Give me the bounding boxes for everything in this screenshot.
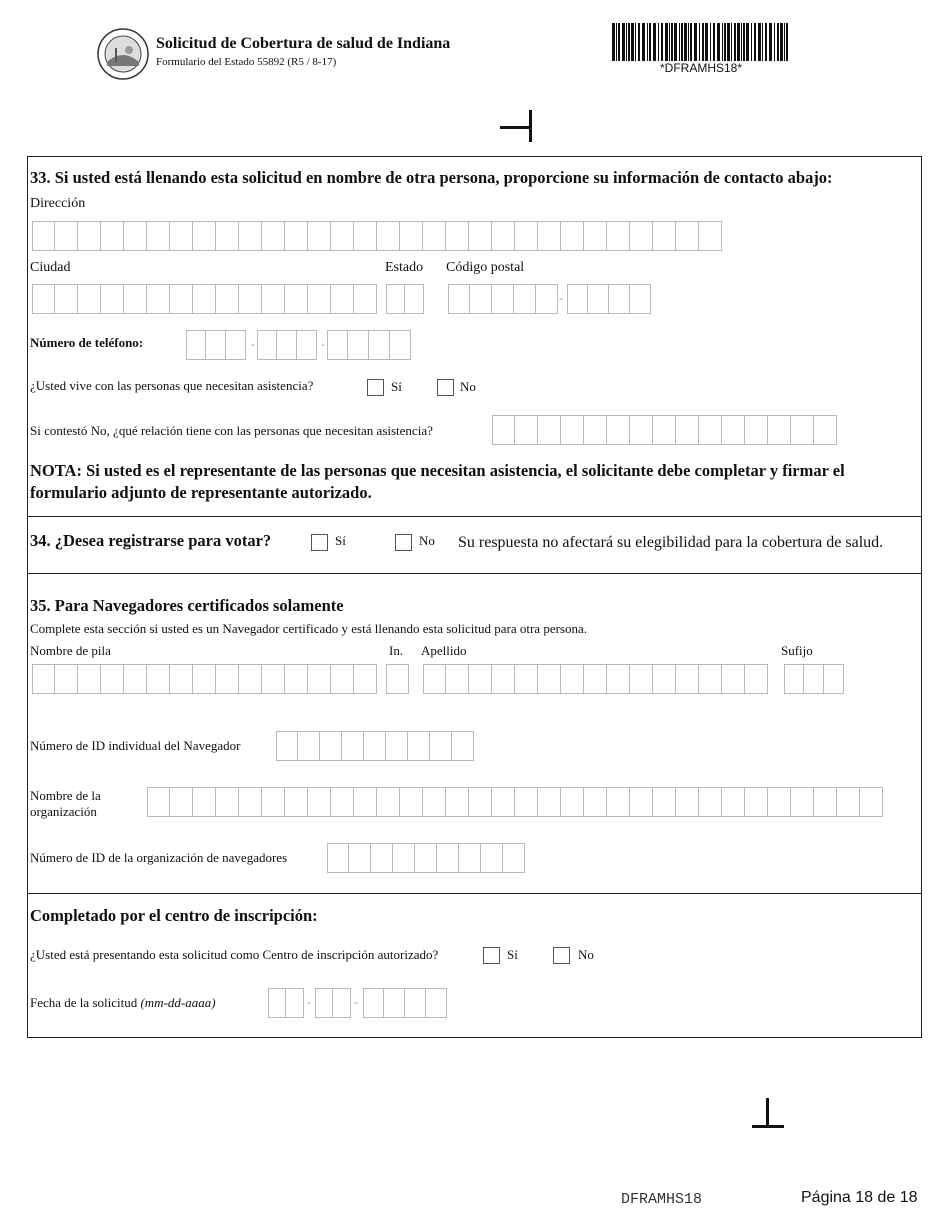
entry-cell[interactable]: [584, 415, 607, 445]
barcode-bar: [746, 23, 749, 61]
entry-cell[interactable]: [331, 664, 354, 694]
state-label: Estado: [385, 260, 424, 275]
org-id-label: Número de ID de la organización de navegadores: [30, 850, 288, 865]
entry-cell[interactable]: [78, 664, 101, 694]
barcode-bar: [616, 23, 617, 61]
entry-cell[interactable]: [423, 221, 446, 251]
entry-cell[interactable]: [514, 284, 536, 314]
entry-cell[interactable]: [584, 664, 607, 694]
entry-cell[interactable]: [722, 415, 745, 445]
date-format-hint: (mm-dd-aaaa): [140, 995, 216, 1010]
date-year-input[interactable]: [363, 988, 447, 1018]
entry-cell[interactable]: [804, 664, 824, 694]
entry-cell[interactable]: [170, 284, 193, 314]
first-name-input[interactable]: [32, 664, 377, 694]
entry-cell[interactable]: [584, 221, 607, 251]
entry-cell[interactable]: [298, 731, 320, 761]
barcode-bar: [769, 23, 772, 61]
registration-mark-top: [500, 126, 532, 129]
barcode-bar: [681, 23, 683, 61]
entry-cell[interactable]: [393, 843, 415, 873]
entry-cell[interactable]: [481, 843, 503, 873]
phone-separator-1: -: [251, 337, 255, 351]
entry-cell[interactable]: [814, 787, 837, 817]
q34-heading: 34. ¿Desea registrarse para votar?: [30, 531, 272, 550]
date-label: [30, 995, 216, 1011]
entry-cell[interactable]: [469, 664, 492, 694]
phone-label: Número de teléfono:: [30, 335, 144, 350]
entry-cell[interactable]: [607, 415, 630, 445]
date-separator-1: -: [307, 995, 311, 1009]
entry-cell[interactable]: [216, 664, 239, 694]
org-id-input[interactable]: [327, 843, 525, 873]
entry-cell[interactable]: [371, 843, 393, 873]
entry-cell[interactable]: [331, 787, 354, 817]
barcode-bar: [679, 23, 680, 61]
entry-cell[interactable]: [653, 664, 676, 694]
vote-yes-checkbox[interactable]: [311, 534, 328, 551]
entry-cell[interactable]: [588, 284, 609, 314]
entry-cell[interactable]: [446, 221, 469, 251]
entry-cell[interactable]: [286, 988, 304, 1018]
entry-cell[interactable]: [354, 787, 377, 817]
barcode-bar: [618, 23, 620, 61]
entry-cell[interactable]: [469, 787, 492, 817]
barcode-bar: [626, 23, 627, 61]
entry-cell[interactable]: [538, 415, 561, 445]
barcode-bar: [658, 23, 659, 61]
navigator-id-label: Número de ID individual del Navegador: [30, 738, 241, 753]
address-input[interactable]: [32, 221, 722, 251]
entry-cell[interactable]: [170, 787, 193, 817]
entry-cell[interactable]: [459, 843, 481, 873]
entry-cell[interactable]: [386, 664, 409, 694]
barcode-bar: [622, 23, 625, 61]
phone-prefix-input[interactable]: [257, 330, 317, 360]
entry-cell[interactable]: [193, 284, 216, 314]
barcode-bar: [784, 23, 785, 61]
entry-cell[interactable]: [515, 221, 538, 251]
entry-cell[interactable]: [268, 988, 286, 1018]
barcode-bar: [780, 23, 783, 61]
barcode-bar: [722, 23, 723, 61]
entry-cell[interactable]: [308, 221, 331, 251]
entry-cell[interactable]: [354, 221, 377, 251]
entry-cell[interactable]: [78, 284, 101, 314]
entry-cell[interactable]: [400, 787, 423, 817]
address-label: Dirección: [30, 196, 86, 211]
barcode-bar: [705, 23, 708, 61]
entry-cell[interactable]: [492, 221, 515, 251]
barcode-bar: [642, 23, 645, 61]
form-subtitle: Formulario del Estado 55892 (R5 / 8-17): [156, 56, 337, 68]
entry-cell[interactable]: [369, 330, 390, 360]
entry-cell[interactable]: [262, 221, 285, 251]
vote-notice: Su respuesta no afectará su elegibilidad para la cobertura de salud.: [458, 534, 884, 551]
org-name-label-line2: organización: [30, 804, 97, 819]
entry-cell[interactable]: [308, 787, 331, 817]
barcode-bar: [669, 23, 670, 61]
vote-no-label: No: [419, 533, 435, 548]
barcode-bar: [758, 23, 761, 61]
enrollment-heading: Completado por el centro de inscripción:: [30, 906, 318, 925]
entry-cell[interactable]: [837, 787, 860, 817]
enrollment-no-checkbox[interactable]: [553, 947, 570, 964]
entry-cell[interactable]: [257, 330, 277, 360]
zip-input[interactable]: [448, 284, 558, 314]
date-day-input[interactable]: [315, 988, 351, 1018]
entry-cell[interactable]: [653, 415, 676, 445]
entry-cell[interactable]: [354, 664, 377, 694]
entry-cell[interactable]: [101, 284, 124, 314]
entry-cell[interactable]: [384, 988, 405, 1018]
barcode-bar: [734, 23, 736, 61]
entry-cell[interactable]: [390, 330, 411, 360]
entry-cell[interactable]: [561, 415, 584, 445]
entry-cell[interactable]: [277, 330, 297, 360]
entry-cell[interactable]: [216, 284, 239, 314]
phone-separator-2: -: [321, 337, 325, 351]
entry-cell[interactable]: [722, 787, 745, 817]
entry-cell[interactable]: [515, 415, 538, 445]
barcode-bar: [702, 23, 704, 61]
entry-cell[interactable]: [101, 664, 124, 694]
lives-with-question: ¿Usted vive con las personas que necesitan asistencia?: [30, 378, 314, 393]
barcode-bar: [665, 23, 668, 61]
entry-cell[interactable]: [452, 731, 474, 761]
phone-area-input[interactable]: [186, 330, 246, 360]
barcode-bar: [653, 23, 656, 61]
entry-cell[interactable]: [768, 415, 791, 445]
barcode-bar: [684, 23, 687, 61]
q35-instructions: Complete esta sección si usted es un Navegador certificado y está llenando esta solicitud para otra persona.: [30, 621, 588, 636]
barcode-bar: [661, 23, 663, 61]
entry-cell[interactable]: [630, 787, 653, 817]
entry-cell[interactable]: [349, 843, 371, 873]
entry-cell[interactable]: [193, 664, 216, 694]
entry-cell[interactable]: [147, 284, 170, 314]
lives-with-no-label: No: [460, 379, 476, 394]
entry-cell[interactable]: [630, 221, 653, 251]
city-label: Ciudad: [30, 260, 71, 275]
entry-cell[interactable]: [446, 787, 469, 817]
entry-cell[interactable]: [538, 664, 561, 694]
barcode-bar: [638, 23, 640, 61]
barcode-bar: [635, 23, 636, 61]
barcode-bar: [774, 23, 775, 61]
zip-separator: -: [559, 291, 563, 305]
entry-cell[interactable]: [327, 843, 349, 873]
entry-cell[interactable]: [515, 664, 538, 694]
barcode-bar: [710, 23, 711, 61]
entry-cell[interactable]: [320, 731, 342, 761]
entry-cell[interactable]: [415, 843, 437, 873]
entry-cell[interactable]: [308, 664, 331, 694]
barcode-bar: [628, 23, 630, 61]
entry-cell[interactable]: [364, 731, 386, 761]
entry-cell[interactable]: [285, 787, 308, 817]
barcode-bar: [762, 23, 763, 61]
entry-cell[interactable]: [206, 330, 226, 360]
entry-cell[interactable]: [32, 221, 55, 251]
entry-cell[interactable]: [348, 330, 369, 360]
entry-cell[interactable]: [32, 284, 55, 314]
footer-page-number: Página 18 de 18: [801, 1189, 918, 1206]
entry-cell[interactable]: [147, 787, 170, 817]
barcode-bar: [731, 23, 732, 61]
initial-label: In.: [389, 643, 404, 658]
barcode-icon: [612, 23, 790, 61]
entry-cell[interactable]: [609, 284, 630, 314]
entry-cell[interactable]: [285, 664, 308, 694]
barcode-bar: [737, 23, 740, 61]
entry-cell[interactable]: [400, 221, 423, 251]
zip-extension-input[interactable]: [567, 284, 651, 314]
entry-cell[interactable]: [32, 664, 55, 694]
first-name-label: Nombre de pila: [30, 643, 111, 658]
barcode-bar: [786, 23, 788, 61]
barcode-bar: [690, 23, 692, 61]
entry-cell[interactable]: [147, 664, 170, 694]
enrollment-yes-checkbox[interactable]: [483, 947, 500, 964]
entry-cell[interactable]: [676, 415, 699, 445]
barcode-bar: [741, 23, 742, 61]
entry-cell[interactable]: [492, 787, 515, 817]
last-name-label: Apellido: [421, 643, 467, 658]
entry-cell[interactable]: [331, 221, 354, 251]
barcode-bar: [724, 23, 726, 61]
entry-cell[interactable]: [745, 664, 768, 694]
barcode-bar: [649, 23, 651, 61]
entry-cell[interactable]: [308, 284, 331, 314]
entry-cell[interactable]: [503, 843, 525, 873]
barcode-bar: [647, 23, 648, 61]
barcode-bar: [674, 23, 677, 61]
entry-cell[interactable]: [342, 731, 364, 761]
entry-cell[interactable]: [791, 787, 814, 817]
q33-heading: 33. Si usted está llenando esta solicitud en nombre de otra persona, proporcione su información de contacto abajo:: [30, 168, 833, 187]
date-separator-2: -: [354, 995, 358, 1009]
barcode-text: *DFRAMHS18*: [659, 61, 743, 75]
indiana-state-seal-icon: [97, 28, 149, 80]
date-month-input[interactable]: [268, 988, 304, 1018]
registration-mark-top-vertical: [529, 110, 532, 142]
entry-cell[interactable]: [193, 221, 216, 251]
entry-cell[interactable]: [124, 284, 147, 314]
barcode-bar: [765, 23, 767, 61]
entry-cell[interactable]: [768, 787, 791, 817]
entry-cell[interactable]: [377, 787, 400, 817]
q33-note: NOTA: Si usted es el representante de las personas que necesitan asistencia, el solicitante debe completar y firmar el formulario adjunto de representante autorizado.: [30, 461, 845, 502]
entry-cell[interactable]: [186, 330, 206, 360]
entry-cell[interactable]: [653, 787, 676, 817]
enrollment-question: ¿Usted está presentando esta solicitud como Centro de inscripción autorizado?: [30, 947, 439, 962]
entry-cell[interactable]: [408, 731, 430, 761]
suffix-input[interactable]: [784, 664, 844, 694]
barcode-bar: [699, 23, 700, 61]
entry-cell[interactable]: [630, 284, 651, 314]
entry-cell[interactable]: [327, 330, 348, 360]
entry-cell[interactable]: [226, 330, 246, 360]
entry-cell[interactable]: [147, 221, 170, 251]
lives-with-no-checkbox[interactable]: [437, 379, 454, 396]
entry-cell[interactable]: [676, 664, 699, 694]
entry-cell[interactable]: [377, 221, 400, 251]
phone-line-input[interactable]: [327, 330, 411, 360]
lives-with-yes-label: Sí: [391, 379, 402, 394]
entry-cell[interactable]: [276, 731, 298, 761]
entry-cell[interactable]: [216, 787, 239, 817]
initial-input[interactable]: [386, 664, 409, 694]
enrollment-no-label: No: [578, 947, 594, 962]
entry-cell[interactable]: [363, 988, 384, 1018]
org-name-input[interactable]: [147, 787, 883, 817]
entry-cell[interactable]: [630, 415, 653, 445]
entry-cell[interactable]: [630, 664, 653, 694]
entry-cell[interactable]: [239, 284, 262, 314]
entry-cell[interactable]: [423, 664, 446, 694]
entry-cell[interactable]: [170, 221, 193, 251]
entry-cell[interactable]: [745, 415, 768, 445]
barcode-bar: [727, 23, 730, 61]
entry-cell[interactable]: [430, 731, 452, 761]
entry-cell[interactable]: [437, 843, 459, 873]
entry-cell[interactable]: [262, 284, 285, 314]
enrollment-yes-label: Sí: [507, 947, 518, 962]
vote-yes-label: Sí: [335, 533, 346, 548]
entry-cell[interactable]: [446, 664, 469, 694]
last-name-input[interactable]: [423, 664, 768, 694]
entry-cell[interactable]: [515, 787, 538, 817]
entry-cell[interactable]: [676, 787, 699, 817]
entry-cell[interactable]: [386, 284, 405, 314]
entry-cell[interactable]: [216, 221, 239, 251]
navigator-id-input[interactable]: [276, 731, 474, 761]
entry-cell[interactable]: [791, 415, 814, 445]
entry-cell[interactable]: [405, 284, 424, 314]
form-title: Solicitud de Cobertura de salud de Indiana: [156, 35, 451, 52]
entry-cell[interactable]: [124, 664, 147, 694]
entry-cell[interactable]: [285, 284, 308, 314]
entry-cell[interactable]: [538, 787, 561, 817]
entry-cell[interactable]: [607, 664, 630, 694]
suffix-label: Sufijo: [781, 643, 813, 658]
entry-cell[interactable]: [607, 787, 630, 817]
entry-cell[interactable]: [262, 787, 285, 817]
entry-cell[interactable]: [333, 988, 351, 1018]
zip-label: Código postal: [446, 260, 525, 275]
barcode-bar: [743, 23, 745, 61]
entry-cell[interactable]: [386, 731, 408, 761]
entry-cell[interactable]: [262, 664, 285, 694]
barcode-bar: [688, 23, 689, 61]
entry-cell[interactable]: [607, 221, 630, 251]
entry-cell[interactable]: [860, 787, 883, 817]
entry-cell[interactable]: [536, 284, 558, 314]
entry-cell[interactable]: [676, 221, 699, 251]
footer-form-code: DFRAMHS18: [621, 1191, 703, 1208]
entry-cell[interactable]: [653, 221, 676, 251]
entry-cell[interactable]: [193, 787, 216, 817]
entry-cell[interactable]: [561, 221, 584, 251]
entry-cell[interactable]: [170, 664, 193, 694]
entry-cell[interactable]: [814, 415, 837, 445]
barcode-bar: [713, 23, 715, 61]
entry-cell[interactable]: [699, 664, 722, 694]
state-input[interactable]: [386, 284, 424, 314]
barcode-bar: [694, 23, 697, 61]
barcode-bar: [612, 23, 615, 61]
relationship-input[interactable]: [492, 415, 837, 445]
entry-cell[interactable]: [331, 284, 354, 314]
lives-with-yes-checkbox[interactable]: [367, 379, 384, 396]
org-name-label-line1: Nombre de la: [30, 788, 101, 803]
entry-cell[interactable]: [470, 284, 492, 314]
barcode-bar: [717, 23, 720, 61]
barcode-bar: [777, 23, 779, 61]
entry-cell[interactable]: [699, 787, 722, 817]
entry-cell[interactable]: [561, 787, 584, 817]
entry-cell[interactable]: [78, 221, 101, 251]
entry-cell[interactable]: [124, 221, 147, 251]
relationship-question: Si contestó No, ¿qué relación tiene con las personas que necesitan asistencia?: [30, 423, 433, 438]
entry-cell[interactable]: [745, 787, 768, 817]
entry-cell[interactable]: [423, 787, 446, 817]
entry-cell[interactable]: [285, 221, 308, 251]
entry-cell[interactable]: [55, 664, 78, 694]
entry-cell[interactable]: [101, 221, 124, 251]
entry-cell[interactable]: [561, 664, 584, 694]
barcode-bar: [671, 23, 673, 61]
barcode-bar: [631, 23, 634, 61]
entry-cell[interactable]: [426, 988, 447, 1018]
entry-cell[interactable]: [469, 221, 492, 251]
entry-cell[interactable]: [492, 284, 514, 314]
entry-cell[interactable]: [354, 284, 377, 314]
entry-cell[interactable]: [405, 988, 426, 1018]
entry-cell[interactable]: [448, 284, 470, 314]
entry-cell[interactable]: [492, 415, 515, 445]
entry-cell[interactable]: [239, 221, 262, 251]
entry-cell[interactable]: [584, 787, 607, 817]
city-input[interactable]: [32, 284, 377, 314]
entry-cell[interactable]: [55, 284, 78, 314]
date-label-text: Fecha de la solicitud: [30, 995, 138, 1010]
entry-cell[interactable]: [239, 664, 262, 694]
entry-cell[interactable]: [492, 664, 515, 694]
entry-cell[interactable]: [722, 664, 745, 694]
entry-cell[interactable]: [699, 221, 722, 251]
entry-cell[interactable]: [699, 415, 722, 445]
registration-mark-bottom-vertical: [766, 1098, 769, 1126]
entry-cell[interactable]: [55, 221, 78, 251]
entry-cell[interactable]: [297, 330, 317, 360]
vote-no-checkbox[interactable]: [395, 534, 412, 551]
entry-cell[interactable]: [567, 284, 588, 314]
entry-cell[interactable]: [538, 221, 561, 251]
barcode-bar: [751, 23, 752, 61]
entry-cell[interactable]: [315, 988, 333, 1018]
barcode-bar: [754, 23, 756, 61]
q35-heading: 35. Para Navegadores certificados solamente: [30, 596, 344, 615]
entry-cell[interactable]: [239, 787, 262, 817]
entry-cell[interactable]: [824, 664, 844, 694]
entry-cell[interactable]: [784, 664, 804, 694]
